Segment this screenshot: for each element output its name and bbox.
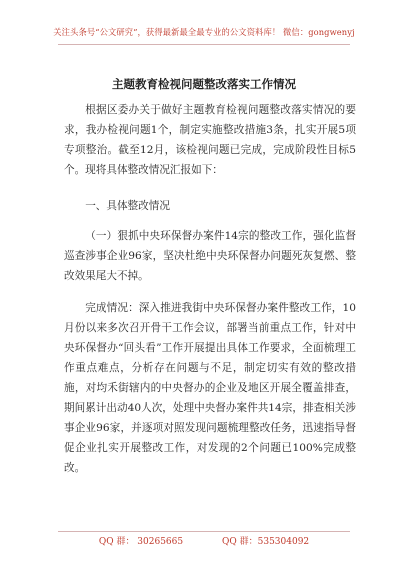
footer-qq-group-1: QQ 群： 30265665 — [98, 537, 184, 547]
paragraph-item-1: （一）狠抓中央环保督办案件14宗的整改工作，强化监督巡查涉事企业96家，坚决杜绝中央环保督办问题死灰复燃、整改效果尾大不掉。 — [64, 230, 356, 282]
footer-banner — [0, 534, 408, 547]
section-heading: 一、具体整改情况 — [85, 200, 170, 212]
header-divider — [58, 44, 350, 45]
paragraph-completion: 完成情况：深入推进我街中央环保督办案件整改工作，10月份以来多次召开骨干工作会议，部署当前重点工作，针对中央环保督办“回头看”工作开展提出具体工作要求，全面梳理工作重点难点，分析存在问题与不足，制定切实有效的整改措施，对均禾街辖内的中央督办的企业及地区开展全覆盖排查，期间累计出动40人次，处理中央督办案件共14宗，排查相关涉事企业96家，并逐项对照发现问题梳理整改任务，迅速指导督促企业扎实开展整改工作，对发现的2个问题已100%完成整改。 — [64, 302, 356, 474]
document-title: 主题教育检视问题整改落实工作情况 — [112, 77, 296, 91]
header-banner: 关注头条号“公文研究”，获得最新最全最专业的公文资料库！ 微信：gongwenyj — [53, 27, 355, 37]
paragraph-intro: 根据区委办关于做好主题教育检视问题整改落实情况的要求，我办检视问题1个，制定实施整改措施3条，扎实开展5项专项整治。截至12月，该检视问题已完成，完成阶段性目标5个。现将具体整改情况汇报如下： — [64, 104, 356, 176]
footer-qq-group-2: QQ 群：535304092 — [222, 537, 310, 547]
footer-divider — [58, 531, 350, 532]
